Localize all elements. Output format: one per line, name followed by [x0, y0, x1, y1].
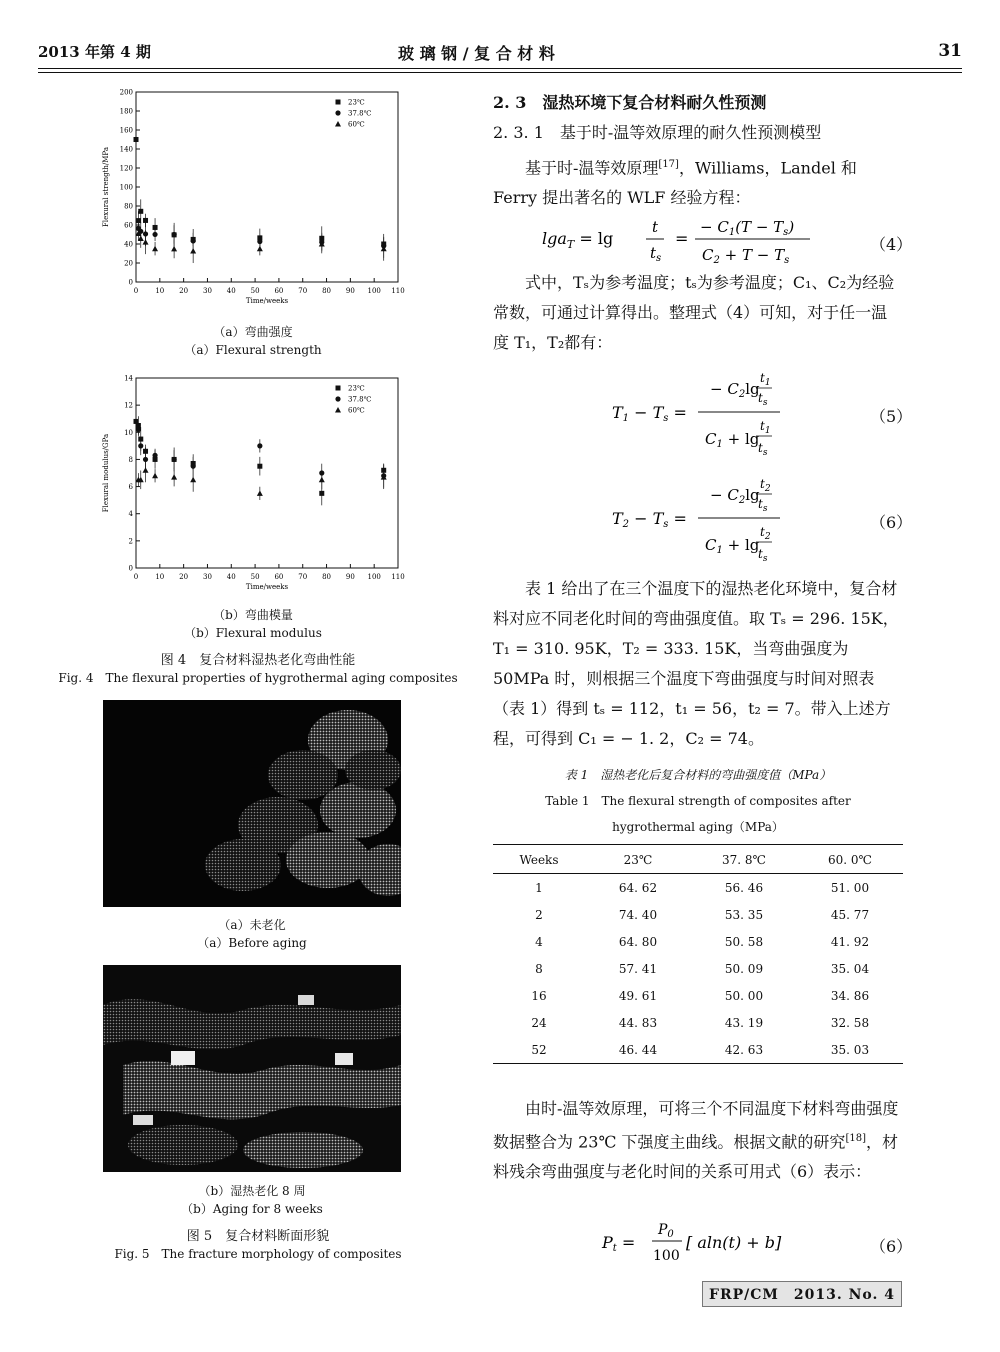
y-axis-label: Flexural modulus/GPa [102, 433, 110, 513]
table-cell: 50. 09 [724, 961, 764, 976]
paragraph-wlf-intro-b: ，Williams，Landel 和 Ferry 提出著名的 WLF 经验方程： [493, 158, 857, 208]
journal-title: 玻 璃 钢 / 复 合 材 料 [398, 44, 555, 63]
table-cell: 41. 92 [830, 934, 870, 949]
table-row [493, 1036, 903, 1064]
x-tick-label: 20 [179, 573, 189, 581]
fig5b-caption-en: （b）Aging for 8 weeks [181, 1202, 323, 1216]
y-tick-label: 14 [124, 374, 133, 383]
table-cell: 34. 86 [830, 988, 870, 1003]
fracture-photo-aging-8-weeks [103, 965, 401, 1172]
data-point-60c [143, 239, 149, 245]
y-tick-label: 100 [119, 183, 133, 192]
svg-text:− C1(T − Ts): − $C_1(T - T_s)$ [700, 218, 795, 238]
x-tick-label: 90 [345, 573, 355, 581]
table-cell: 56. 46 [724, 880, 764, 895]
table-cell: 2 [535, 907, 543, 922]
y-tick-label: 2 [128, 537, 133, 546]
table-top-rule [493, 844, 903, 845]
paragraph-master-curve-a: 由时-温等效原理，可将三个不同温度下材料弯曲强度数据整合为 23℃ 下强度主曲线。根据文献的研究 [493, 1099, 899, 1152]
fig4-caption-en: Fig. 4 The flexural properties of hygrothermal aging composites [58, 671, 458, 685]
equation-6-number: （6） [870, 513, 913, 532]
x-tick-label: 50 [250, 287, 260, 295]
journal-issue: 2013 年第 4 期 [38, 43, 151, 61]
table-cell: 57. 41 [618, 961, 658, 976]
data-point-23c [138, 209, 143, 214]
data-point-37-8c [172, 232, 177, 237]
data-point-37-8c [152, 232, 157, 237]
x-tick-label: 0 [133, 287, 139, 295]
y-tick-label: 10 [124, 428, 133, 437]
x-axis-label: Time/weeks [245, 297, 289, 305]
footer-journal-badge: FRP/CM 2013. No. 4 [702, 1281, 902, 1307]
x-tick-label: 60 [274, 573, 284, 581]
y-tick-label: 0 [128, 564, 133, 573]
svg-text:P0: $P_0$ [658, 1222, 674, 1240]
svg-text:T2 − Ts =: T2 − Ts = [612, 509, 687, 530]
paragraph-wlf-explain: 式中，Tₛ为参考温度；tₛ为参考温度；C₁、C₂为经验常数，可通过计算得出。整理式（4）可知，对于任一温度 T₁，T₂都有： [493, 273, 895, 352]
paragraph-wlf-intro-a: 基于时-温等效原理 [493, 158, 659, 178]
y-tick-label: 20 [124, 259, 133, 268]
data-point-60c [319, 477, 325, 483]
svg-text:ts: $t_s$ [758, 497, 768, 514]
x-tick-label: 0 [133, 573, 139, 581]
table-cell: 46. 44 [618, 1042, 658, 1057]
legend-marker-37-8c [335, 110, 340, 115]
table-cell: 49. 61 [618, 988, 658, 1003]
data-point-60c [143, 467, 149, 473]
table-cell: 42. 63 [724, 1042, 764, 1057]
data-point-60c [171, 246, 177, 252]
x-tick-label: 100 [367, 573, 381, 581]
table1-caption-en-2: hygrothermal aging（MPa） [612, 820, 784, 834]
table-cell: 1 [535, 880, 543, 895]
flexural-modulus-chart [98, 372, 408, 602]
svg-text:[ aln(t) + b]: [ aln(t) + b] [686, 1233, 782, 1252]
x-tick-label: 80 [322, 573, 332, 581]
data-point-60c [190, 477, 196, 483]
header-rule-thin [38, 72, 962, 73]
y-axis-label: Flexural strength/MPa [102, 147, 110, 227]
fig5a-caption-en: （a）Before aging [197, 936, 307, 950]
fig5-caption-cn: 图 5 复合材料断面形貌 [186, 1229, 330, 1244]
y-tick-label: 0 [128, 278, 133, 287]
x-tick-label: 110 [391, 573, 405, 581]
y-tick-label: 40 [124, 240, 133, 249]
x-tick-label: 30 [202, 573, 212, 581]
equation-5 [610, 364, 830, 464]
equation-4-number: （4） [870, 235, 913, 254]
svg-text:ts: $t_s$ [758, 391, 768, 408]
svg-text:t: t [652, 218, 659, 236]
svg-text:=: = [675, 229, 689, 248]
x-tick-label: 40 [226, 287, 236, 295]
y-tick-label: 120 [119, 164, 133, 173]
x-tick-label: 110 [391, 287, 405, 295]
svg-text:ts: $t_s$ [758, 547, 768, 564]
y-tick-label: 12 [124, 401, 133, 410]
y-tick-label: 8 [128, 455, 133, 464]
paragraph-master-curve [493, 1094, 903, 1187]
fig4a-caption-cn: （a）弯曲强度 [213, 325, 293, 339]
fig4-caption-cn: 图 4 复合材料湿热老化弯曲性能 [160, 653, 356, 668]
equation-residual-strength [600, 1214, 830, 1270]
svg-text:− C2lg: − $C_2\lg$ [710, 486, 760, 506]
table1-caption-en-1: Table 1 The flexural strength of composites after [545, 794, 851, 808]
ref-18[interactable]: [18] [845, 1133, 866, 1144]
svg-text:Pt =: Pt = [602, 1233, 636, 1254]
table-cell: 32. 58 [830, 1015, 870, 1030]
table-row [493, 928, 903, 955]
table-cell: 50. 58 [724, 934, 764, 949]
svg-text:ts: $t_s$ [758, 441, 768, 458]
data-point-23c [319, 491, 324, 496]
legend-label: 23℃ [348, 98, 365, 107]
svg-text:t1: $t_1$ [760, 419, 771, 436]
x-tick-label: 60 [274, 287, 284, 295]
fig4b-caption-cn: （b）弯曲模量 [213, 608, 293, 622]
x-tick-label: 70 [298, 573, 308, 581]
ref-17[interactable]: [17] [658, 159, 679, 170]
page-number: 31 [938, 41, 962, 61]
table-cell: 64. 62 [618, 880, 658, 895]
header-rule [38, 68, 962, 69]
svg-text:C1 + lg: $C_1 + \lg$ [705, 536, 760, 556]
y-tick-label: 160 [119, 126, 133, 135]
fig5-caption-en: Fig. 5 The fracture morphology of composites [114, 1247, 402, 1261]
svg-text:C2 + T − Ts: $C_2 + T - T_s$ [702, 246, 790, 266]
section-heading-2-3: 2. 3 湿热环境下复合材料耐久性预测 [493, 93, 767, 112]
table-cell: 64. 80 [618, 934, 658, 949]
svg-text:C1 + lg: $C_1 + \lg$ [705, 430, 760, 450]
data-point-37-8c [138, 443, 143, 448]
table-cell: 51. 00 [830, 880, 870, 895]
x-tick-label: 10 [155, 287, 165, 295]
x-tick-label: 50 [250, 573, 260, 581]
data-point-60c [171, 474, 177, 480]
table-cell: 53. 35 [724, 907, 764, 922]
table-row [493, 1009, 903, 1036]
data-point-37-8c [257, 443, 262, 448]
legend-marker-60c [335, 121, 341, 127]
table-header-60c: 60. 0℃ [828, 852, 872, 867]
data-point-23c [257, 464, 262, 469]
section-heading-2-3-1: 2. 3. 1 基于时-温等效原理的耐久性预测模型 [493, 123, 822, 142]
x-tick-label: 40 [226, 573, 236, 581]
fig4b-caption-en: （b）Flexural modulus [184, 626, 322, 640]
fig5b-caption-cn: （b）湿热老化 8 周 [198, 1184, 306, 1198]
table-cell: 35. 03 [830, 1042, 870, 1057]
y-tick-label: 6 [128, 483, 133, 492]
table-cell: 52 [531, 1042, 547, 1057]
table-cell: 4 [535, 934, 543, 949]
svg-text:T1 − Ts =: T1 − Ts = [612, 403, 687, 424]
y-tick-label: 60 [124, 221, 133, 230]
equation-5-number: （5） [870, 407, 913, 426]
data-point-37-8c [172, 457, 177, 462]
svg-text:lgaT = lg: lga$_T$ = lg [542, 229, 614, 251]
flexural-strength-table [493, 846, 903, 1064]
table-cell: 45. 77 [830, 907, 870, 922]
legend-marker-37-8c [335, 396, 340, 401]
svg-text:t1: $t_1$ [760, 371, 771, 388]
legend-marker-23c [336, 386, 341, 391]
svg-text:ts: $t_s$ [650, 244, 662, 264]
x-tick-label: 10 [155, 573, 165, 581]
legend-label: 37.8℃ [348, 109, 372, 118]
table-row [493, 982, 903, 1009]
legend-label: 37.8℃ [348, 395, 372, 404]
legend-label: 60℃ [348, 406, 365, 415]
x-tick-label: 100 [367, 287, 381, 295]
data-point-60c [257, 246, 263, 252]
x-axis-label: Time/weeks [245, 583, 289, 591]
table-cell: 74. 40 [618, 907, 658, 922]
legend-marker-60c [335, 407, 341, 413]
x-tick-label: 20 [179, 287, 189, 295]
data-point-60c [190, 248, 196, 254]
table-header-37-8c: 37. 8℃ [722, 852, 766, 867]
paragraph-table-intro: 表 1 给出了在三个温度下的湿热老化环境中，复合材料对应不同老化时间的弯曲强度值。取 Tₛ = 296. 15K，T₁ = 310. 95K，T₂ = 333. 15K，当弯曲强度为 50MPa 时，则根据三个温度下弯曲强度与时间对照表（表 1）得到 tₛ = 112，t₁ = 56，t₂ = 7。带入上述方程，可得到 C₁ = − 1. 2，C₂ = 74。 [493, 579, 899, 748]
x-tick-label: 80 [322, 287, 332, 295]
legend-label: 60℃ [348, 120, 365, 129]
y-tick-label: 200 [119, 88, 133, 97]
table-cell: 24 [531, 1015, 547, 1030]
data-point-60c [257, 490, 263, 496]
y-tick-label: 140 [119, 145, 133, 154]
table1-caption-cn: 表 1 湿热老化后复合材料的弯曲强度值（MPa） [564, 768, 832, 782]
y-tick-label: 80 [124, 202, 133, 211]
data-point-23c [134, 137, 139, 142]
fig4a-caption-en: （a）Flexural strength [184, 343, 322, 357]
fig5a-caption-cn: （a）未老化 [218, 918, 286, 932]
y-tick-label: 180 [119, 107, 133, 116]
legend-label: 23℃ [348, 384, 365, 393]
svg-text:t2: $t_2$ [760, 477, 771, 494]
table-row [493, 874, 903, 902]
data-point-60c [152, 246, 158, 252]
svg-text:100: 100 [653, 1248, 680, 1264]
table-header-23c: 23℃ [623, 852, 653, 867]
x-tick-label: 70 [298, 287, 308, 295]
legend-marker-23c [336, 100, 341, 105]
flexural-strength-chart [98, 86, 408, 316]
table-cell: 44. 83 [618, 1015, 658, 1030]
table-cell: 16 [531, 988, 547, 1003]
paragraph-master-curve-b: ，材料残余弯曲强度与老化时间的关系可用式（6）表示： [493, 1132, 898, 1182]
equation-4 [540, 210, 840, 270]
svg-text:− C2lg: − $C_2\lg$ [710, 380, 760, 400]
table-cell: 43. 19 [724, 1015, 764, 1030]
fracture-photo-before-aging [103, 700, 401, 907]
x-tick-label: 30 [202, 287, 212, 295]
paragraph-wlf-intro [493, 150, 903, 213]
x-tick-label: 90 [345, 287, 355, 295]
data-point-37-8c [136, 427, 141, 432]
table-cell: 50. 00 [724, 988, 764, 1003]
table-cell: 8 [535, 961, 543, 976]
svg-text:t2: $t_2$ [760, 525, 771, 542]
table-cell: 35. 04 [830, 961, 870, 976]
table-row [493, 955, 903, 982]
equation-6 [610, 470, 830, 570]
data-point-37-8c [152, 453, 157, 458]
data-point-60c [152, 473, 158, 479]
table-header-row [493, 846, 903, 874]
table-row [493, 901, 903, 928]
table-header-weeks: Weeks [519, 852, 559, 867]
y-tick-label: 4 [128, 510, 133, 519]
equation-6b-number: （6） [870, 1237, 913, 1256]
